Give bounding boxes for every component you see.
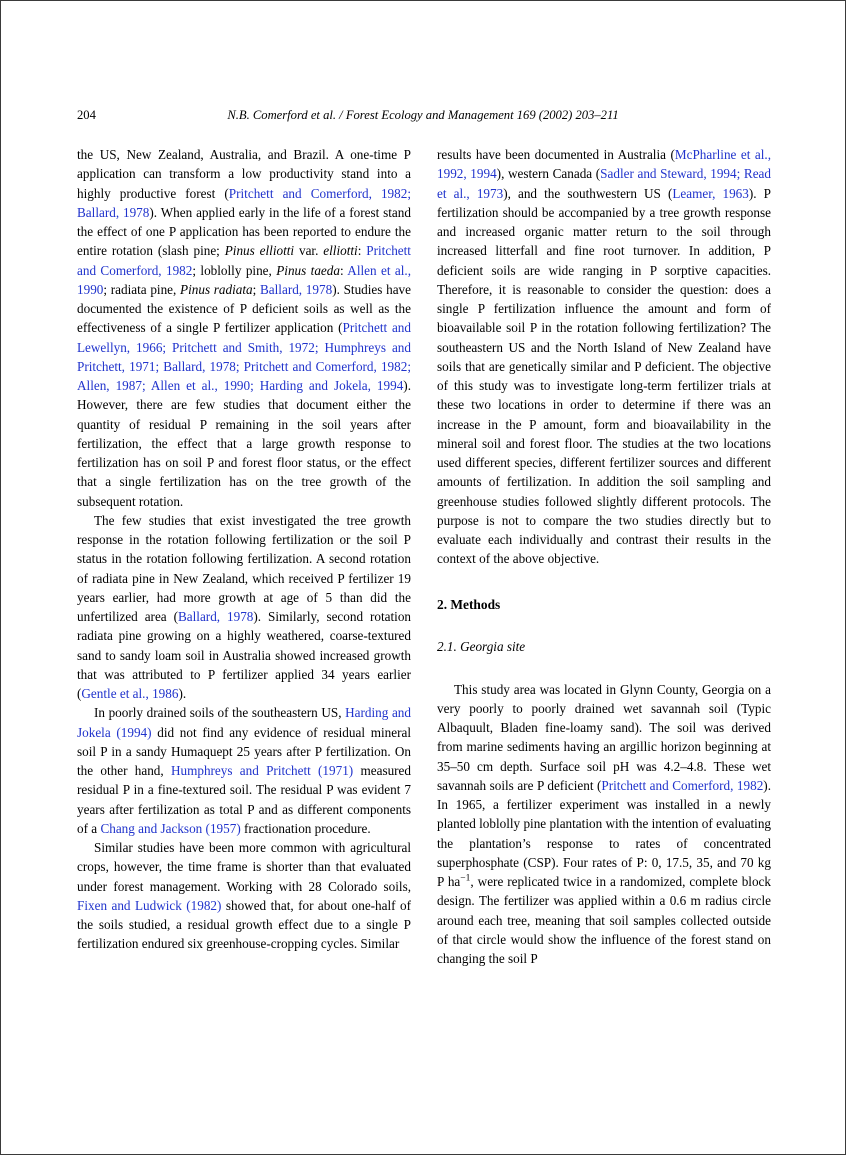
text-run: Similar studies have been more common with agricultural crops, however, the time frame is shorter than that evaluated under forest management. Working with 28 Colorado soils, <box>77 840 411 894</box>
text-run: : <box>357 243 367 259</box>
text-run: , were replicated twice in a randomized, complete block design. The fertilizer was applied within a 0.6 m radius circle around each tree, meaning that soil samples collected outside of that circle would show the influence of the forest stand on changing the soil P <box>437 874 771 966</box>
left-column <box>77 145 411 968</box>
paragraph <box>77 145 411 511</box>
text-run: ). P fertilization should be accompanied by a tree growth response and increased organic matter return to the soil through increased litterfall and fine root turnover. In addition, P deficient soils are wide ranging in P sorptive capacities. Therefore, it is reasonable to consider the question: does a single P fertilization influence the amount and form of bioavailable soil P in the rotation following fertilization? The southeastern US and the North Island of New Zealand have soils that are genetically similar and P deficient. The objective of this study was to investigate long-term fertilizer trials at these two locations in order to determine if there was an increase in the P amount, form and bioavailability in the mineral soil and forest floor. The studies at the two locations used different species, different fertilizer sources and different amounts of fertilization. In addition the soil sampling and greenhouse studies followed slightly different protocols. The purpose is not to compare the two studies directly but to evaluate each individually and contrast their results in the context of the above objective. <box>437 185 771 567</box>
citation-link[interactable]: Sadler and Steward, 1994; Read et al., 1973 <box>437 166 771 201</box>
text-run: did not find any evidence of residual mineral soil P in a sandy Humaquept 25 years after P fertilization. On the other hand, <box>77 724 411 778</box>
italic-text: Pinus radiata <box>180 281 253 297</box>
citation-link[interactable]: Leamer, 1963 <box>672 185 749 201</box>
text-run: In poorly drained soils of the southeastern US, <box>94 705 346 721</box>
text-run: var. <box>294 243 324 259</box>
citation-link[interactable]: Ballard, 1978 <box>259 281 333 297</box>
section-heading: 2. Methods <box>437 596 501 612</box>
citation-link[interactable]: Pritchett and Lewellyn, 1966; Pritchett and Smith, 1972; Humphreys and Pritchett, 1971; Ballard, 1978; Pritchett and Comerford, 1982; Allen, 1987; Allen et al., 1990; Harding and Jokela, 1994 <box>77 320 411 393</box>
paragraph <box>77 838 411 954</box>
text-run: : <box>339 262 348 278</box>
citation-link[interactable]: Harding and Jokela (1994) <box>77 705 411 740</box>
text-run: ; radiata pine, <box>103 281 181 297</box>
text-run: measured residual P in a fine-textured soil. The residual P was evident 7 years after fertilization as total P and as different components of a <box>77 763 412 836</box>
text-run: ). Similarly, second rotation radiata pine growing on a highly weathered, coarse-textured sand to sandy loam soil in Australia showed increased growth that was attributed to P fertilizer applied 34 years earlier ( <box>77 609 412 701</box>
citation-link[interactable]: Chang and Jackson (1957) <box>100 820 241 836</box>
page-header <box>77 108 769 126</box>
paragraph <box>437 680 771 969</box>
text-run: ). When applied early in the life of a forest stand the effect of one P application has been reported to endure the entire rotation (slash pine; <box>77 204 411 259</box>
citation-link[interactable]: Fixen and Ludwick (1982) <box>77 897 222 913</box>
citation-link[interactable]: Pritchett and Comerford, 1982; Ballard, 1978 <box>77 185 411 220</box>
paragraph <box>437 145 771 569</box>
running-title: N.B. Comerford et al. / Forest Ecology and Management 169 (2002) 203–211 <box>227 108 619 122</box>
two-column-body <box>77 145 771 968</box>
text-run: ; loblolly pine, <box>192 262 277 278</box>
italic-text: elliotti <box>323 243 358 259</box>
citation-link[interactable]: Pritchett and Comerford, 1982 <box>601 777 764 793</box>
right-column <box>437 145 771 968</box>
text-run: the US, New Zealand, Australia, and Brazil. A one-time P application can transform a low productivity stand into a highly productive forest ( <box>77 147 411 201</box>
text-run: This study area was located in Glynn County, Georgia on a very poorly to poorly drained wet savannah soil (Typic Albaquult, Bladen fine-loamy sand). The soil was derived from marine sediments having an argillic horizon beginning at 35–50 cm depth. Surface soil pH was 4.2–4.8. These wet savannah soils are P deficient ( <box>437 681 771 793</box>
subsection-heading: 2.1. Georgia site <box>437 638 526 654</box>
text-run: fractionation procedure. <box>240 820 371 836</box>
text-run: ; <box>252 281 260 297</box>
text-run: ), and the southwestern US ( <box>503 185 673 201</box>
paragraph <box>77 511 411 704</box>
italic-text: Pinus elliotti <box>224 243 295 259</box>
superscript: −1 <box>460 873 471 884</box>
citation-link[interactable]: Ballard, 1978 <box>177 609 254 624</box>
citation-link[interactable]: Humphreys and Pritchett (1971) <box>170 763 354 778</box>
citation-link[interactable]: Pritchett and Comerford, 1982 <box>77 243 411 278</box>
text-run: ). In 1965, a fertilizer experiment was installed in a newly planted loblolly pine plantation with the intention of evaluating the plantation’s response to rates of concentrated superphosphate (CSP). Four rates of P: 0, 17.5, 35, and 70 kg P ha <box>437 777 772 889</box>
citation-link[interactable]: Allen et al., 1990 <box>77 262 412 297</box>
text-run: ), western Canada ( <box>496 166 601 182</box>
text-run: The few studies that exist investigated the tree growth response in the rotation following fertilization or the soil P status in the rotation following fertilization. A second rotation of radiata pine in New Zealand, which received P fertilizer 19 years earlier, had more growth at age of 5 than did the unfertilized area ( <box>77 512 411 624</box>
text-run: results have been documented in Australia ( <box>437 147 675 162</box>
text-run: ). Studies have documented the existence of P deficient soils as well as the effectiveness of a single P fertilizer application ( <box>77 281 412 336</box>
citation-link[interactable]: McPharline et al., 1992, 1994 <box>437 147 771 182</box>
page-number: 204 <box>77 108 96 122</box>
paragraph <box>77 703 411 838</box>
text-run: showed that, for about one-half of the soils studied, a residual growth effect due to a single P fertilization endured six greenhouse-cropping cycles. Similar <box>77 897 411 952</box>
citation-link[interactable]: Gentle et al., 1986 <box>81 686 179 701</box>
text-run: ). <box>178 686 187 701</box>
text-run: ). However, there are few studies that document either the quantity of residual P remaining in the soil years after fertilization, the effect that a large growth response to fertilization has on soil P and forest floor status, or the effect that a single fertilization has on the tree growth of the subsequent rotation. <box>77 378 411 509</box>
italic-text: Pinus taeda <box>276 262 340 278</box>
